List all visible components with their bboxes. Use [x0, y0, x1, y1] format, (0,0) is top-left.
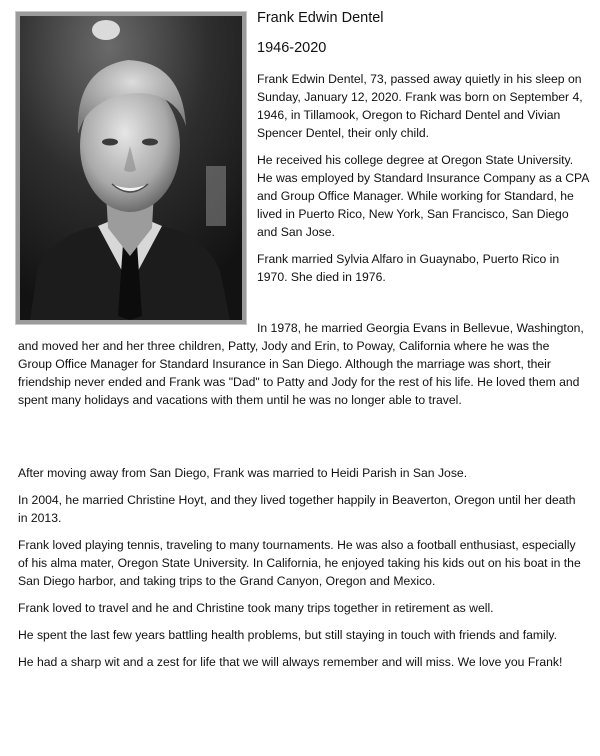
- paragraph: In 2004, he married Christine Hoyt, and they lived together happily in Beaverton, Oregon until her death in 2013.: [18, 493, 576, 525]
- obituary-years: 1946-2020: [257, 40, 327, 56]
- portrait-icon: [20, 16, 242, 320]
- intro-column: [257, 70, 592, 295]
- portrait-photo: [16, 12, 246, 324]
- marriage-paragraph-block: [18, 319, 584, 418]
- obituary-header: [257, 10, 592, 66]
- paragraph: Frank loved to travel and he and Christine took many trips together in retirement as well.: [18, 601, 494, 615]
- paragraph: After moving away from San Diego, Frank was married to Heidi Parish in San Jose.: [18, 466, 468, 480]
- paragraph: He spent the last few years battling health problems, but still staying in touch with friends and family.: [18, 628, 558, 642]
- body-column: [18, 464, 584, 680]
- paragraph: Frank married Sylvia Alfaro in Guaynabo, Puerto Rico in 1970. She died in 1976.: [257, 252, 560, 284]
- paragraph: He received his college degree at Oregon State University. He was employed by Standard Insurance Company as a CPA and Group Office Manager. While working for Standard, he lived in Puerto Rico, New York, San Francisco, San Diego and San Jose.: [257, 153, 589, 239]
- paragraph: In 1978, he married Georgia Evans in Bellevue, Washington, and moved her and her three children, Patty, Jody and Erin, to Poway, California where he was the Group Office Manager for Standard Insurance in San Diego. Although the marriage was short, their friendship never ended and Frank was "Dad" to Patty and Jody for the rest of his life. He loved them and spent many holidays and vacations with them until he was no longer able to travel.: [18, 321, 584, 407]
- paragraph: He had a sharp wit and a zest for life that we will always remember and will miss. We love you Frank!: [18, 655, 563, 669]
- obituary-name: Frank Edwin Dentel: [257, 10, 384, 26]
- paragraph: Frank Edwin Dentel, 73, passed away quietly in his sleep on Sunday, January 12, 2020. Frank was born on September 4, 1946, in Tillamook, Oregon to Richard Dentel and Vivian Spencer Dentel, their only child.: [257, 72, 583, 140]
- paragraph: Frank loved playing tennis, traveling to many tournaments. He was also a football enthusiast, especially of his alma mater, Oregon State University. In California, he enjoyed taking his kids out on his boat in the San Diego harbor, and taking trips to the Grand Canyon, Oregon and Mexico.: [18, 538, 581, 588]
